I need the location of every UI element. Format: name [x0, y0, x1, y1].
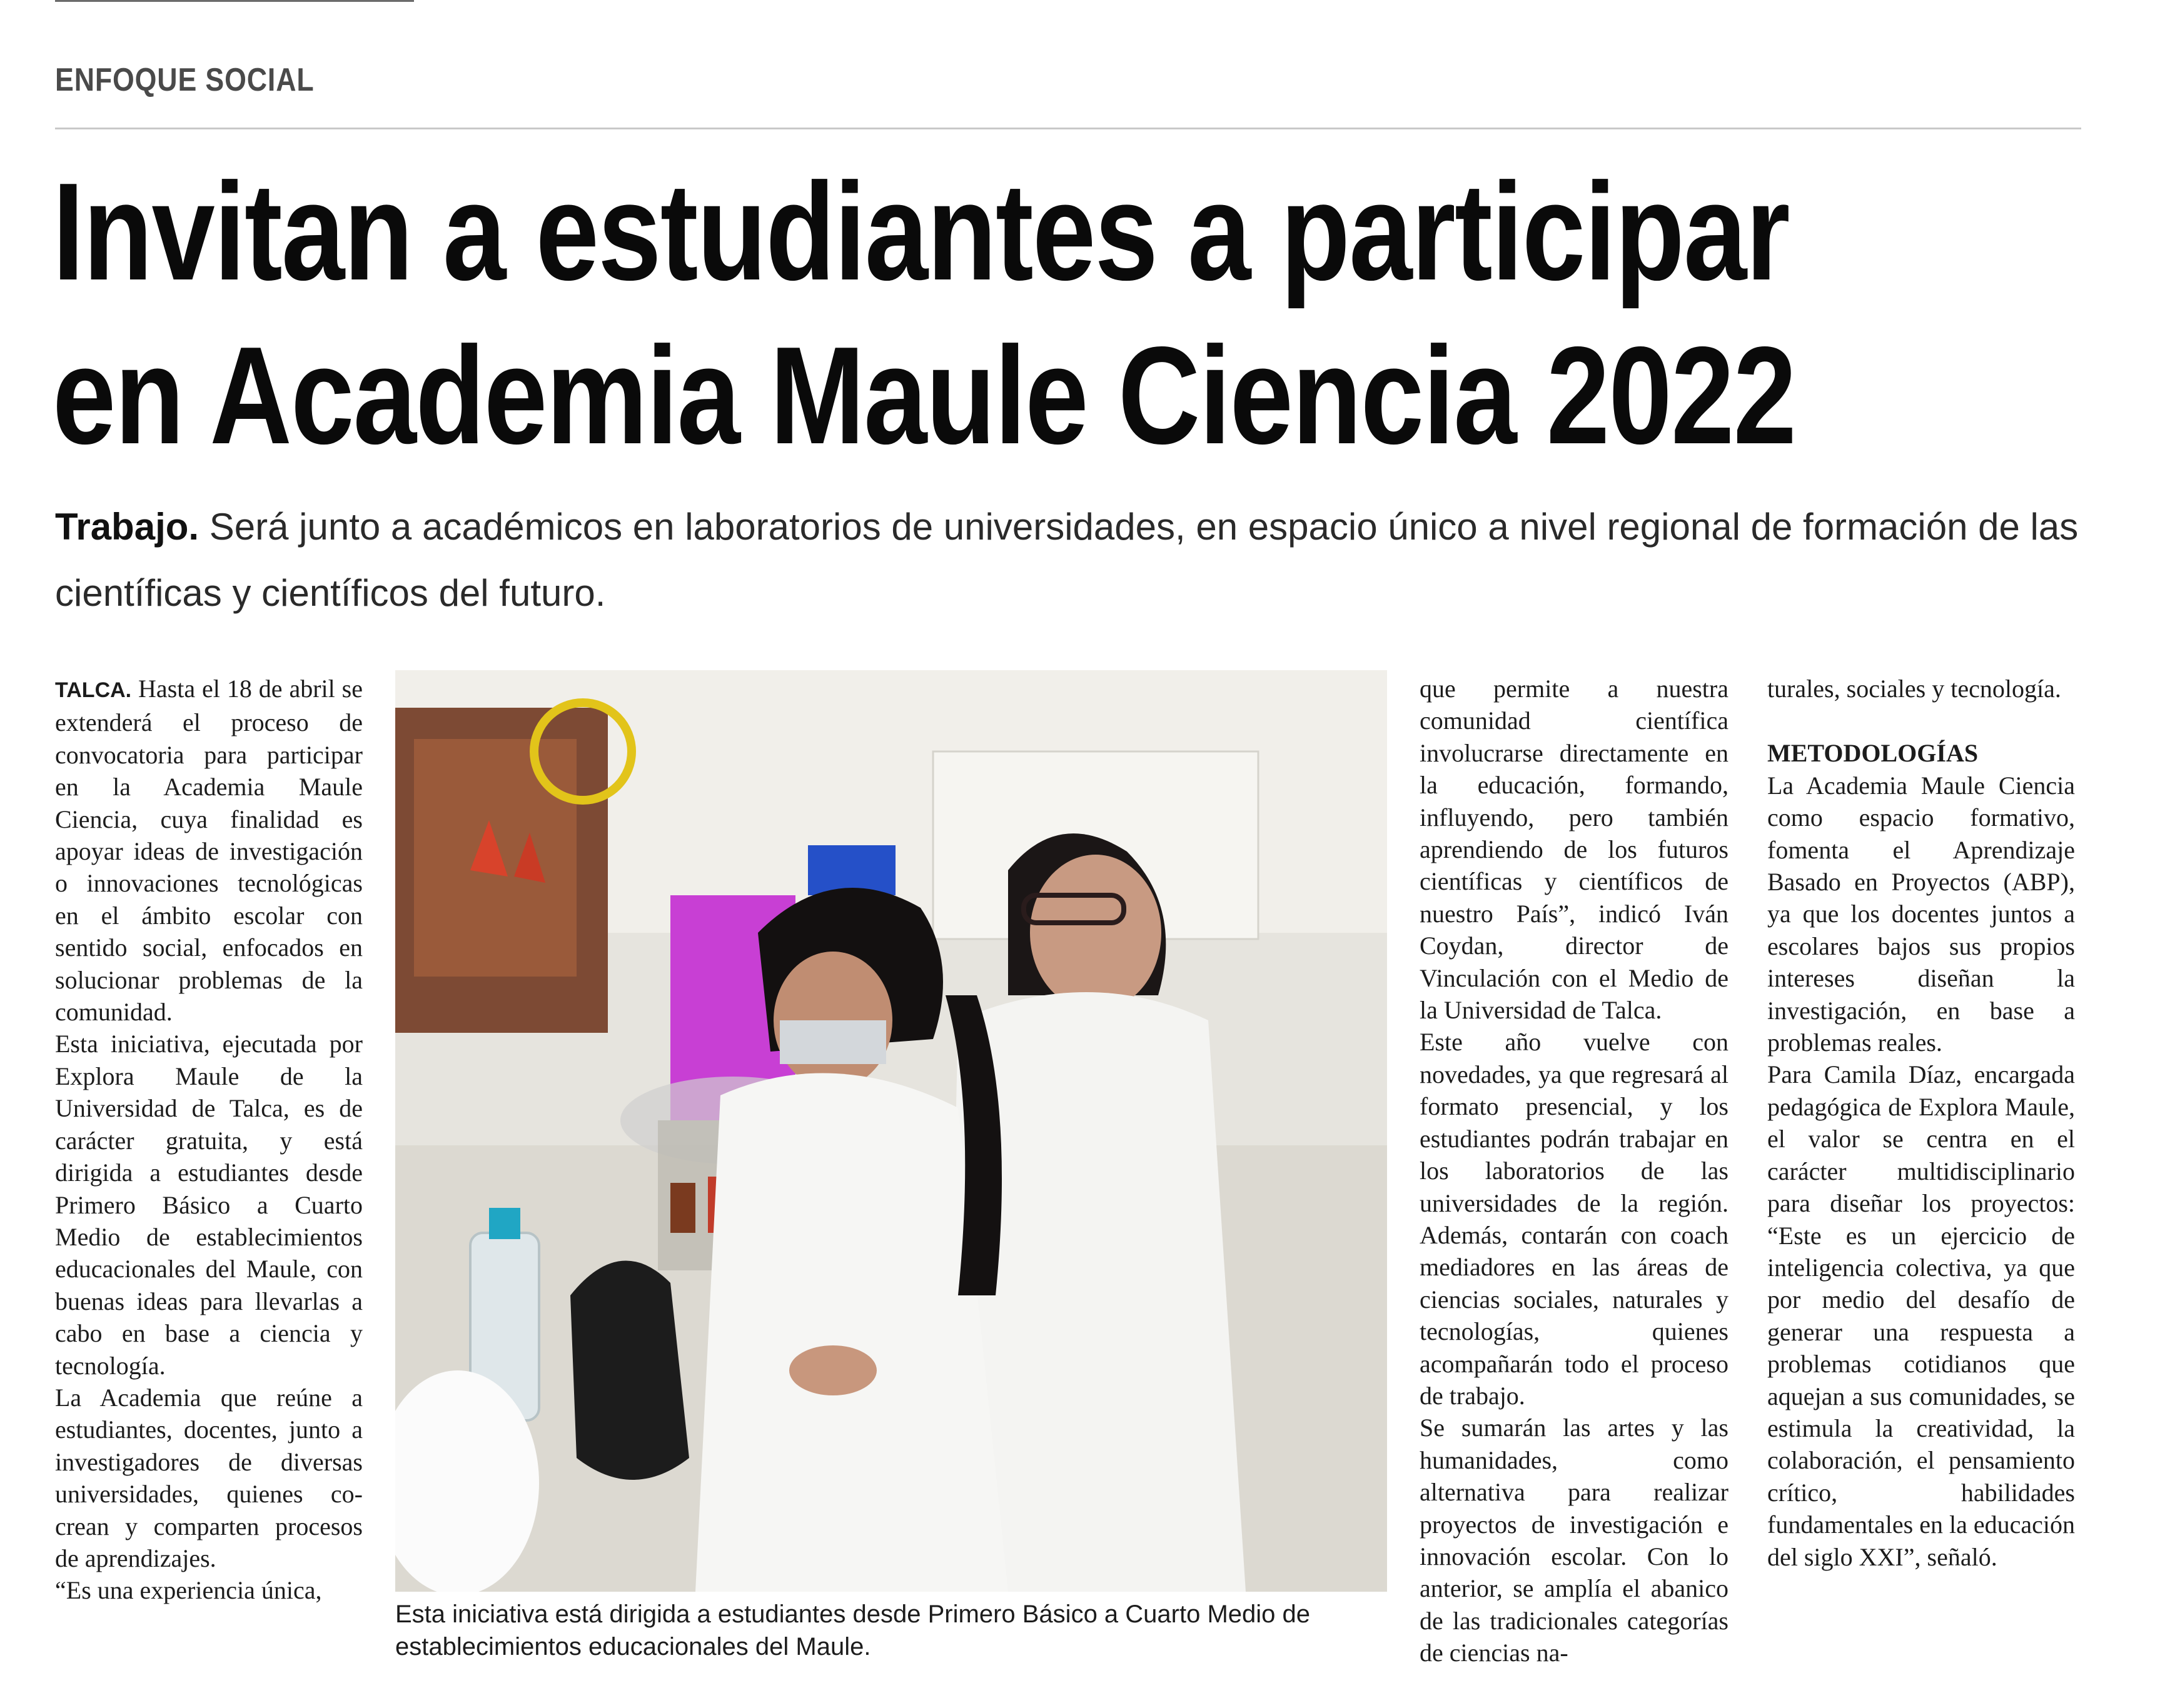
photo-caption: Esta iniciativa está dirigida a estudiantes desde Primero Básico a Cuarto Medio de establecimientos educacionales del Maule.: [395, 1600, 1311, 1660]
article-photo: [395, 670, 1387, 1592]
article-column-3: [1420, 673, 1729, 1669]
paragraph-text: Hasta el 18 de abril se extenderá el proceso de convocatoria para participar en la Academia Maule Ciencia, cuya finalidad es apoyar ideas de investigación o innovaciones tecnológicas en el ámbito escolar con sentido social, enfocados en solucionar problemas de la comunidad.: [55, 675, 363, 1027]
paragraph: [55, 673, 363, 1028]
paragraph: Este año vuelve con novedades, ya que regresará al formato presencial, y los estudiantes podrán trabajar en los laboratorios de las universidades de la región. Además, contarán con coach mediadores en las áreas de ciencias sociales, naturales y tecnologías, quienes acompañarán todo el proceso de trabajo.: [1420, 1028, 1729, 1410]
lab-photo-illustration: [395, 670, 1387, 1592]
headline-line-2: en Academia Maule Ciencia 2022: [53, 318, 1796, 473]
paragraph: turales, sociales y tecnología.: [1767, 675, 2061, 703]
paragraph: Esta iniciativa, ejecutada por Explora Maule de la Universidad de Talca, es de carácter gratuita, y está dirigida a estudiantes desde Primero Básico a Cuarto Medio de establecimientos educacionales del Maule, con buenas ideas para llevarlas a cabo en base a ciencia y tecnología.: [55, 1030, 363, 1380]
dateline: TALCA.: [55, 678, 132, 702]
article-column-4: [1767, 673, 2075, 1573]
deck: [55, 494, 2081, 626]
section-label: ENFOQUE SOCIAL: [55, 62, 315, 98]
paragraph: Se sumarán las artes y las humanidades, como alternativa para realizar proyectos de investigación e innovación escolar. Con lo anterior, se amplía el abanico de las tradicionales categorías de ciencias na-: [1420, 1414, 1729, 1667]
subheading: METODOLOGÍAS: [1767, 739, 1979, 768]
paragraph: “Es una experiencia única,: [55, 1576, 322, 1605]
top-rule: [55, 0, 414, 2]
article-column-1: [55, 673, 363, 1607]
deck-kicker: Trabajo.: [55, 506, 199, 548]
headline-line-1: Invitan a estudiantes a participar: [53, 154, 1789, 309]
paragraph: La Academia que reúne a estudiantes, docentes, junto a investigadores de diversas universidades, quienes co-crean y comparten procesos de aprendizajes.: [55, 1383, 363, 1572]
deck-text: Será junto a académicos en laboratorios de universidades, en espacio único a nivel regional de formación de las científicas y científicos del futuro.: [55, 506, 2079, 614]
paragraph: La Academia Maule Ciencia como espacio formativo, fomenta el Aprendizaje Basado en Proyectos (ABP), ya que los docentes juntos a escolares bajos sus propios intereses diseñan la investigación, en base a problemas reales.: [1767, 771, 2075, 1057]
section-divider: [55, 128, 2081, 129]
paragraph: Para Camila Díaz, encargada pedagógica de Explora Maule, el valor se centra en el carácter multidisciplinario para diseñar los proyectos: “Este es un ejercicio de inteligencia colectiva, ya que por medio del desafío de generar una respuesta a problemas cotidianos que aquejan a sus comunidades, se estimula la creatividad, la colaboración, el pensamiento crítico, habilidades fundamentales en la educación del siglo XXI”, señaló.: [1767, 1060, 2075, 1571]
headline: [53, 150, 1796, 478]
paragraph: que permite a nuestra comunidad científica involucrarse directamente en la educación, formando, influyendo, pero también aprendiendo de los futuros científicas y científicos de nuestro País”, indicó Iván Coydan, director de Vinculación con el Medio de la Universidad de Talca.: [1420, 675, 1729, 1025]
